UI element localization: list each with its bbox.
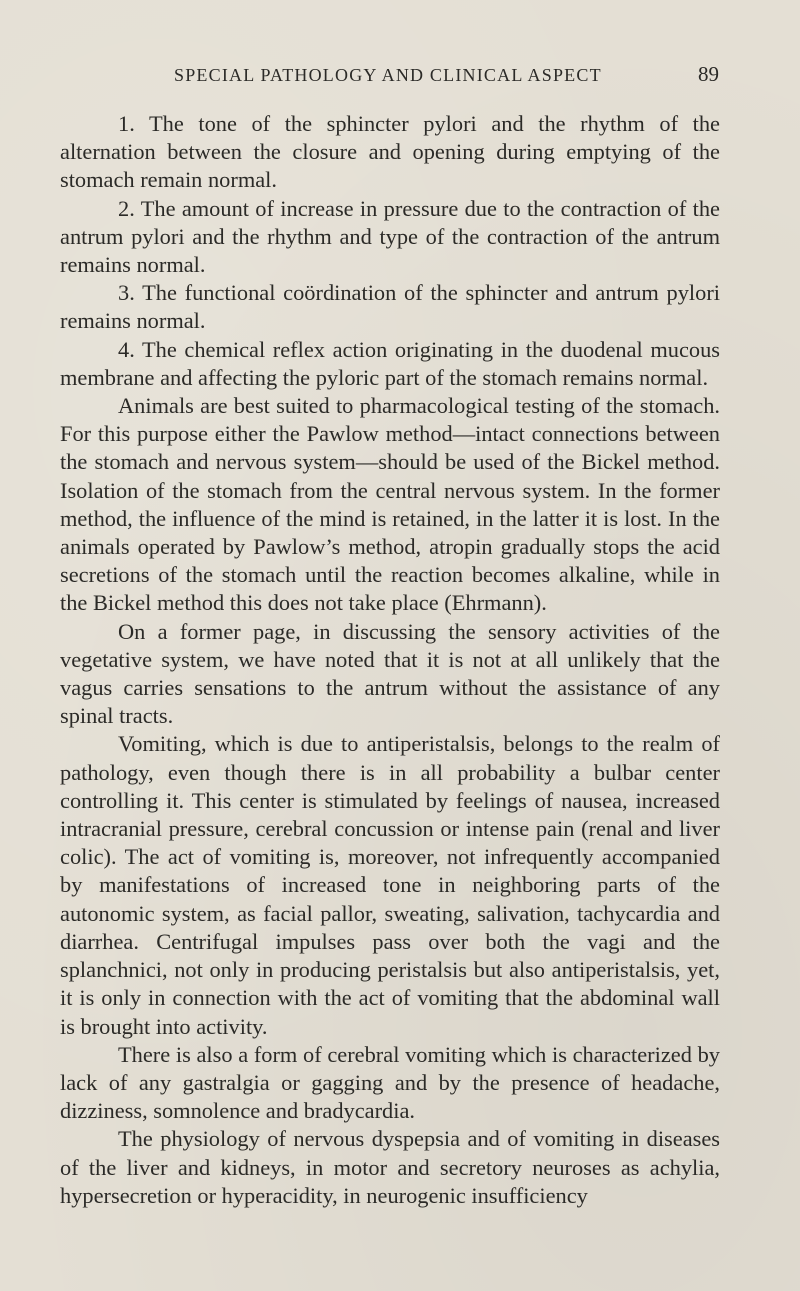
paragraph-item-4: 4. The chemical reflex action originating in the duodenal mucous membrane and affecting the pyloric part of the stomach remains normal. [60,336,720,390]
page-number: 89 [698,62,719,86]
paragraph-item-1: 1. The tone of the sphincter pylori and the rhythm of the alternation between the closure and opening during emptying of the stomach remain normal. [60,111,720,193]
running-head [174,62,719,92]
paragraph-item-3: 3. The functional coördination of the sphincter and antrum pylori remains normal. [60,280,720,334]
paragraph-cerebral-vomiting: There is also a form of cerebral vomiting which is characterized by lack of any gastralgia or gagging and by the presence of headache, dizziness, somnolence and bradycardia. [60,1041,720,1124]
paragraph-pharmacological-testing: Animals are best suited to pharmacological testing of the stomach. For this purpose either the Pawlow method—intact connections between the stomach and nervous system—should be used of the Bickel method. Isolation of the stomach from the central nervous system. In the former method, the influence of the mind is retained, in the latter it is lost. In the animals operated by Pawlow’s method, atropin gradually stops the acid secretions of the stomach until the reaction becomes alkaline, while in the Bickel method this does not take place (Ehrmann). [60,393,720,616]
paragraph-nervous-dyspepsia: The physiology of nervous dyspepsia and of vomiting in diseases of the liver and kidneys, in motor and secretory neuroses as achylia, hypersecretion or hyperacidity, in neurogenic insufficiency [60,1126,720,1208]
body-text [60,110,720,1210]
paragraph-item-2: 2. The amount of increase in pressure due to the contraction of the antrum pylori and the rhythm and type of the contraction of the antrum remains normal. [60,195,720,278]
paragraph-sensory-activities: On a former page, in discussing the sensory activities of the vegetative system, we have noted that it is not at all unlikely that the vagus carries sensations to the antrum without the assistance of any spinal tracts. [60,618,720,729]
running-title: SPECIAL PATHOLOGY AND CLINICAL ASPECT [174,65,602,85]
paragraph-vomiting: Vomiting, which is due to antiperistalsis, belongs to the realm of pathology, even though there is in all probability a bulbar center controlling it. This center is stimulated by feelings of nausea, increased intracranial pressure, cerebral concussion or intense pain (renal and liver colic). The act of vomiting is, moreover, not infrequently accompanied by manifestations of increased tone in neighboring parts of the autonomic system, as facial pallor, sweating, salivation, tachycardia and diarrhea. Centrifugal impulses pass over both the vagi and the splanchnici, not only in producing peristalsis but also antiperistalsis, yet, it is only in connection with the act of vomiting that the abdominal wall is brought into activity. [60,731,720,1039]
